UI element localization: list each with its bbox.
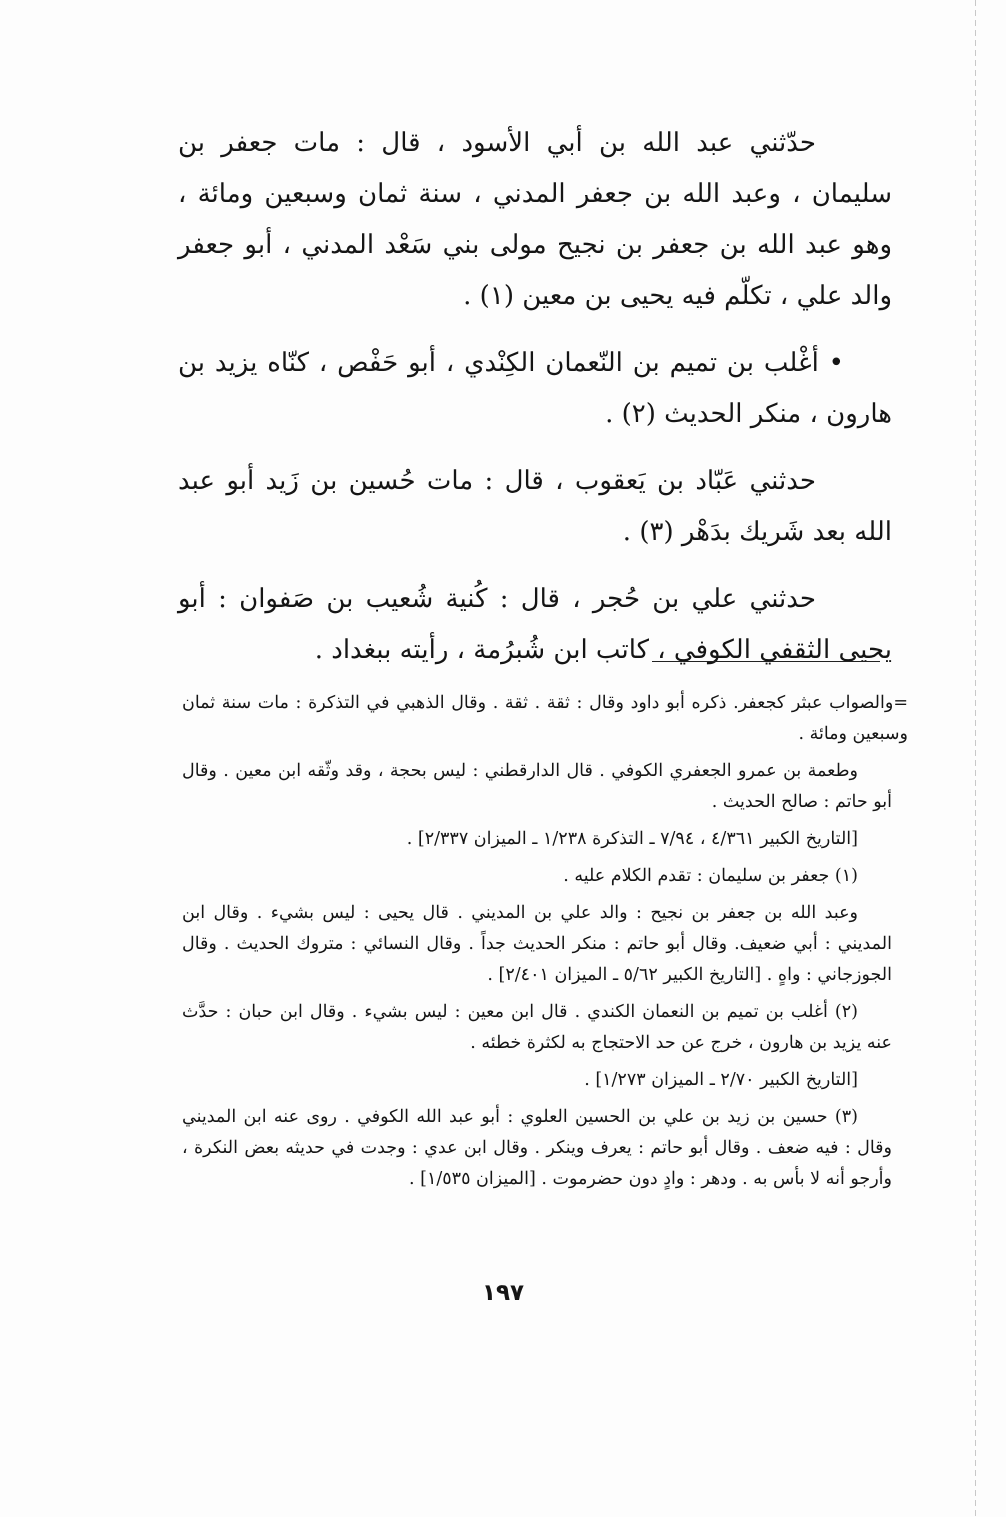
footnote-reference: [التاريخ الكبير ٤/٣٦١ ، ٧/٩٤ ـ التذكرة ١/٢٣٨ ـ الميزان ٢/٣٣٧] . [406,829,858,849]
footnote-continuation: =والصواب عبثر كجعفر. ذكره أبو داود وقال : ثقة . ثقة . وقال الذهبي في التذكرة : مات سنة ثمان وسبعين ومائة . [182,693,908,744]
main-paragraph-2: • أغْلب بن تميم بن النّعمان الكِنْدي ، أبو حَفْص ، كنّاه يزيد بن هارون ، منكر الحديث (٢) . [178,348,892,429]
footnotes [182,688,908,1201]
page-number: ١٩٧ [481,1280,525,1306]
main-paragraph-4: حدثني علي بن حُجر ، قال : كُنية شُعيب بن صَفوان : أبو يحيى الثقفي الكوفي ، كاتب ابن شُبرُمة ، رأيته ببغداد . [178,584,892,665]
footnote-3: (٣) حسين بن زيد بن علي بن الحسين العلوي : أبو عبد الله الكوفي . روى عنه ابن المديني وقال : فيه ضعف . وقال أبو حاتم : يعرف وينكر . وقال ابن عدي : وجدت في حديثه بعض النكرة ، وأرجو أنه لا بأس به . ودهر : وادٍ دون حضرموت . [الميزان ١/٥٣٥] . [182,1107,892,1189]
main-paragraph-3: حدثني عَبّاد بن يَعقوب ، قال : مات حُسين بن زَيد أبو عبد الله بعد شَريك بدَهْر (٣) . [178,466,892,547]
main-text [178,118,892,692]
main-paragraph-1: حدّثني عبد الله بن أبي الأسود ، قال : مات جعفر بن سليمان ، وعبد الله بن جعفر المدني ، سنة ثمان وسبعين ومائة ، وهو عبد الله بن جعفر بن نجيح مولى بني سَعْد المدني ، أبو جعفر والد علي ، تكلّم فيه يحيى بن معين (١) . [178,128,892,311]
footnote-2: (٢) أغلب بن تميم بن النعمان الكندي . قال ابن معين : ليس بشيء . وقال ابن حبان : حدَّث عنه يزيد بن هارون ، خرج عن حد الاحتجاج به لكثرة خطئه . [182,1002,892,1053]
footnote-1: (١) جعفر بن سليمان : تقدم الكلام عليه . [563,866,858,886]
footnote-reference: [التاريخ الكبير ٢/٧٠ ـ الميزان ١/٢٧٣] . [584,1070,858,1090]
footnote-paragraph: وطعمة بن عمرو الجعفري الكوفي . قال الدارقطني : ليس بحجة ، وقد وثّقه ابن معين . وقال أبو حاتم : صالح الحديث . [182,761,892,812]
footnote-paragraph: وعبد الله بن جعفر بن نجيح : والد علي بن المديني . قال يحيى : ليس بشيء . وقال ابن المديني : أبي ضعيف. وقال أبو حاتم : منكر الحديث جداً . وقال النسائي : متروك الحديث . وقال الجوزجاني : واهٍ . [التاريخ الكبير ٥/٦٢ ـ الميزان ٢/٤٠١] . [182,903,892,985]
footnote-separator [652,661,880,662]
